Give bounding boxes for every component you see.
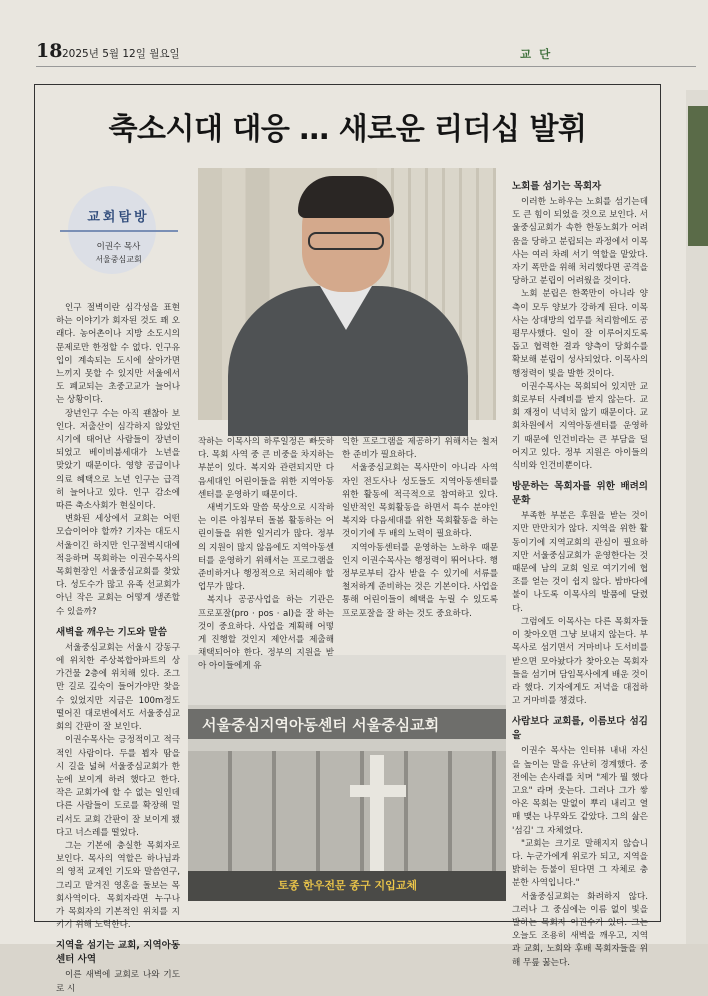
paragraph: 서울중심교회는 서울시 강동구에 위치한 주상복합아파트의 상가건물 2층에 위치해 있다. 조그만 길로 깊숙이 들어가야만 찾을 수 있었지만 지금은 100m정도 떨어진 대로변에서도 서울중심교회의 간판이 잘 보인다.	[56, 642, 180, 733]
author-church: 서울중심교회	[95, 255, 142, 264]
adjacent-page-image	[688, 106, 708, 246]
paragraph: 새벽기도와 말씀 묵상으로 시작하는 이른 아침부터 돌봄 활동하는 어린이들을 위한 일거리가 많다. 정부의 지원이 많지 않음에도 지역아동센터를 운영하기 위해서는 프로그램을 준비하거나 행정적으로 처리해야 할 업무가 많다.	[198, 503, 334, 593]
building-sign-text: 서울중심지역아동센터 서울중심교회	[202, 716, 440, 734]
section-name: 교 단	[520, 47, 553, 61]
page-number: 18	[36, 40, 63, 62]
cross-horizontal	[350, 785, 406, 797]
column-name: 교회탐방	[87, 210, 150, 225]
subheading: 새벽을 깨우는 기도와 말씀	[56, 626, 167, 638]
paragraph: 서울중심교회는 화려하지 않다. 그러나 그 중심에는 이름 없이 빛을 발하는 목회자 이권수가 있다. 그는 오늘도 조용히 새벽을 깨우고, 지역과 교회, 노회와 후배 목회자들을 위해 무릎 꿇는다.	[512, 891, 648, 968]
paragraph: 장년인구 수는 아직 괜찮아 보인다. 저출산이 심각하지 않았던 시기에 태어난 사람들이 장년이 되었고 베이비붐세대가 노년을 맞았기 때문이다. 영향 공급이나 의료 혜택으로 노년 인구는 급격히 늘어나고 있다. 인구 감소에 따른 축소사회가 현실이다.	[56, 408, 180, 512]
church-building-photo	[188, 655, 506, 901]
paragraph: 그는 기본에 충실한 목회자로 보인다. 목사의 역할은 하나님과의 영적 교제인 기도와 말씀연구, 그리고 맡겨진 영혼을 돌보는 목회사역이다. 목회자라면 누구나가 목회자의 기본적인 위치를 지키기 위해 노력한다.	[56, 840, 180, 931]
header-rule	[36, 66, 696, 67]
shop-sign-text: 토종 한우전문 종구 지입교체	[278, 879, 417, 892]
subheading: 사람보다 교회를, 이름보다 섬김을	[512, 716, 648, 742]
text-column-1	[56, 302, 180, 996]
paragraph: 익한 프로그램을 제공하기 위해서는 철저한 준비가 필요하다.	[342, 437, 498, 461]
paragraph: 이권수목사는 목회되어 있지만 교회로부터 사례비를 받지 않는다. 교회 재정이 넉넉치 않기 때문이다. 교회차원에서 지역아동센터를 운영하기 때문에 인건비라는 큰 부담을 덜어지고 있다. 정부 지원은 아이들의 식비와 인건비뿐이다.	[512, 381, 648, 472]
paragraph: 이러한 노하우는 노회를 섬기는데도 큰 힘이 되었을 것으로 보인다. 서울중심교회가 속한 한동노회가 어려움을 당하고 분립되는 과정에서 이목사는 여러 차례 서기 역할을 맡았다. 자기 폭만을 위해 처리했다면 공격을 당하고 분립이 어려웠을 것이다.	[512, 197, 648, 287]
text-column-2	[198, 436, 334, 674]
paragraph: 이권수 목사는 인터뷰 내내 자신을 높이는 말을 유난히 경계했다. 중전에는 손사래를 치며 "제가 뭘 했다고요" 라며 웃는다. 그러나 그가 쌓아온 목회는 말없이 뿌리 내리고 열매 맺는 나무와도 같았다. 그의 삶은 '섬김' 그 자체였다.	[512, 746, 648, 836]
paragraph: 이른 새벽에 교회로 나와 기도로 시	[56, 970, 180, 994]
subheading: 방문하는 목회자를 위한 배려의 문화	[512, 481, 648, 507]
shop-sign	[188, 871, 506, 901]
paragraph: 복지나 공공사업을 하는 기관은 프로포잘(pro · pos · al)을 잘 하는 것이 중요하다. 사업을 계획해 어떻게 진행할 것인지 제안서를 제출해 채택되어야 한다. 정부의 지원을 받아 아이들에게 유	[198, 595, 334, 672]
page-header	[36, 38, 676, 68]
paragraph: 변화된 세상에서 교회는 어떤 모습이어야 할까? 기자는 대도시 서울이긴 하지만 인구절벽시대에 적응하며 목회하는 이권수목사의 목회현장인 서울중심교회를 찾았다. 성도수가 많고 유족 선교회가 아닌 작은 교회는 어떻게 생존할 수 있을까?	[56, 514, 180, 617]
text-column-3	[342, 436, 498, 621]
building-sign	[188, 709, 506, 739]
paragraph: 부족한 부분은 후원을 받는 것이지만 만만치가 않다. 지역을 위한 활동이기에 지역교회의 관심이 필요하지만 서울중심교회가 운영한다는 것 때문에 남의 교회 일로 여기기에 협조를 얻는 것이 쉽지 않다. 밤바다에 불이 나도록 이목사의 발품에 달렸다.	[512, 511, 648, 614]
column-rule	[60, 230, 178, 232]
cross-vertical	[370, 755, 384, 885]
photo-glasses	[308, 232, 384, 250]
paragraph: 그럼에도 이목사는 다른 목회자들이 찾아오면 그냥 보내지 않는다. 부목사로 섬기면서 거마비나 도서비를 받으면 모아놨다가 찾아오는 목회자들을 섬기며 담임목사에게 배운 것이라 했다. 기자에게도 저녁을 대접하고 거마비를 챙겼다.	[512, 616, 648, 707]
paragraph: 작하는 이목사의 하루일정은 빠듯하다. 목회 사역 중 큰 비중을 차지하는 부분이 있다. 복지와 관련되지만 다음세대인 어린이들을 위한 지역아동센터를 운영하기 때문이다.	[198, 437, 334, 500]
paragraph: 이권수목사는 긍정적이고 적극적인 사람이다. 두를 뵙자 땀을 시 길을 넓혀 서울중심교회가 한 눈에 보이게 하려 했다고 한다. 작은 교회가에 할 수 없는 일인데 다른 사람들이 도로를 확장해 멀리서도 교회 간판이 잘 보이게 됐다고 너스레를 떨었다.	[56, 735, 180, 838]
paragraph: 인구 절벽이란 심각성을 표현하는 이야기가 회자된 것도 꽤 오래다. 농어촌이나 지방 소도시의 문제로만 한정할 수 없다. 인구유입이 계속되는 도시에 살아가면 느끼지 못할 수 있지만 서울에서도 폐교되는 초중고교가 늘어나는 상황이다.	[56, 303, 180, 406]
author-name: 이권수 목사	[96, 242, 141, 252]
building-windows	[188, 751, 506, 871]
page-date: 2025년 5월 12일 월요일	[62, 48, 180, 60]
subheading: 노회를 섬기는 목회자	[512, 181, 602, 192]
photo-hair	[298, 176, 394, 218]
pastor-portrait-photo	[198, 168, 496, 420]
subheading: 지역을 섬기는 교회, 지역아동센터 사역	[56, 940, 180, 966]
paragraph: "교회는 크기로 말해지지 않습니다. 누군가에게 위로가 되고, 지역을 밝히는 등불이 된다면 그 자체로 충분한 사역입니다."	[512, 838, 648, 889]
paragraph: 지역아동센터를 운영하는 노하우 때문인지 이권수목사는 행정력이 뛰어나다. 행정부로부터 감사 받을 수 있기에 서류를 철저하게 준비하는 것은 기본이다. 사업을 통해 어린이들이 혜택을 누릴 수 있도록 프로포잘을 잘 하는 것도 중요하다.	[342, 542, 498, 619]
paragraph: 서울중심교회는 목사만이 아니라 사역자인 전도사나 성도들도 지역아동센터를 위한 활동에 적극적으로 참여하고 있다. 일반적인 목회활동을 하면서 특수 분야인 복지와 다음세대를 위한 목회활동을 하는 것이기에 두 배의 노력이 필요하다.	[342, 463, 498, 540]
paragraph: 노회 분립은 한쪽만이 아니라 양측이 모두 양보가 강하게 된다. 이목사는 상대방의 업무를 처리함에도 공평무사했다. 일이 잘 이루어지도록 돕고 협력한 결과 양측이 당회수를 확보해 분립이 성사되었다. 이목사의 행정력이 빛을 발한 것이다.	[512, 289, 648, 379]
headline: 축소시대 대응 … 새로운 리더십 발휘	[108, 112, 587, 147]
column-byline	[56, 186, 186, 296]
text-column-4	[512, 180, 648, 970]
